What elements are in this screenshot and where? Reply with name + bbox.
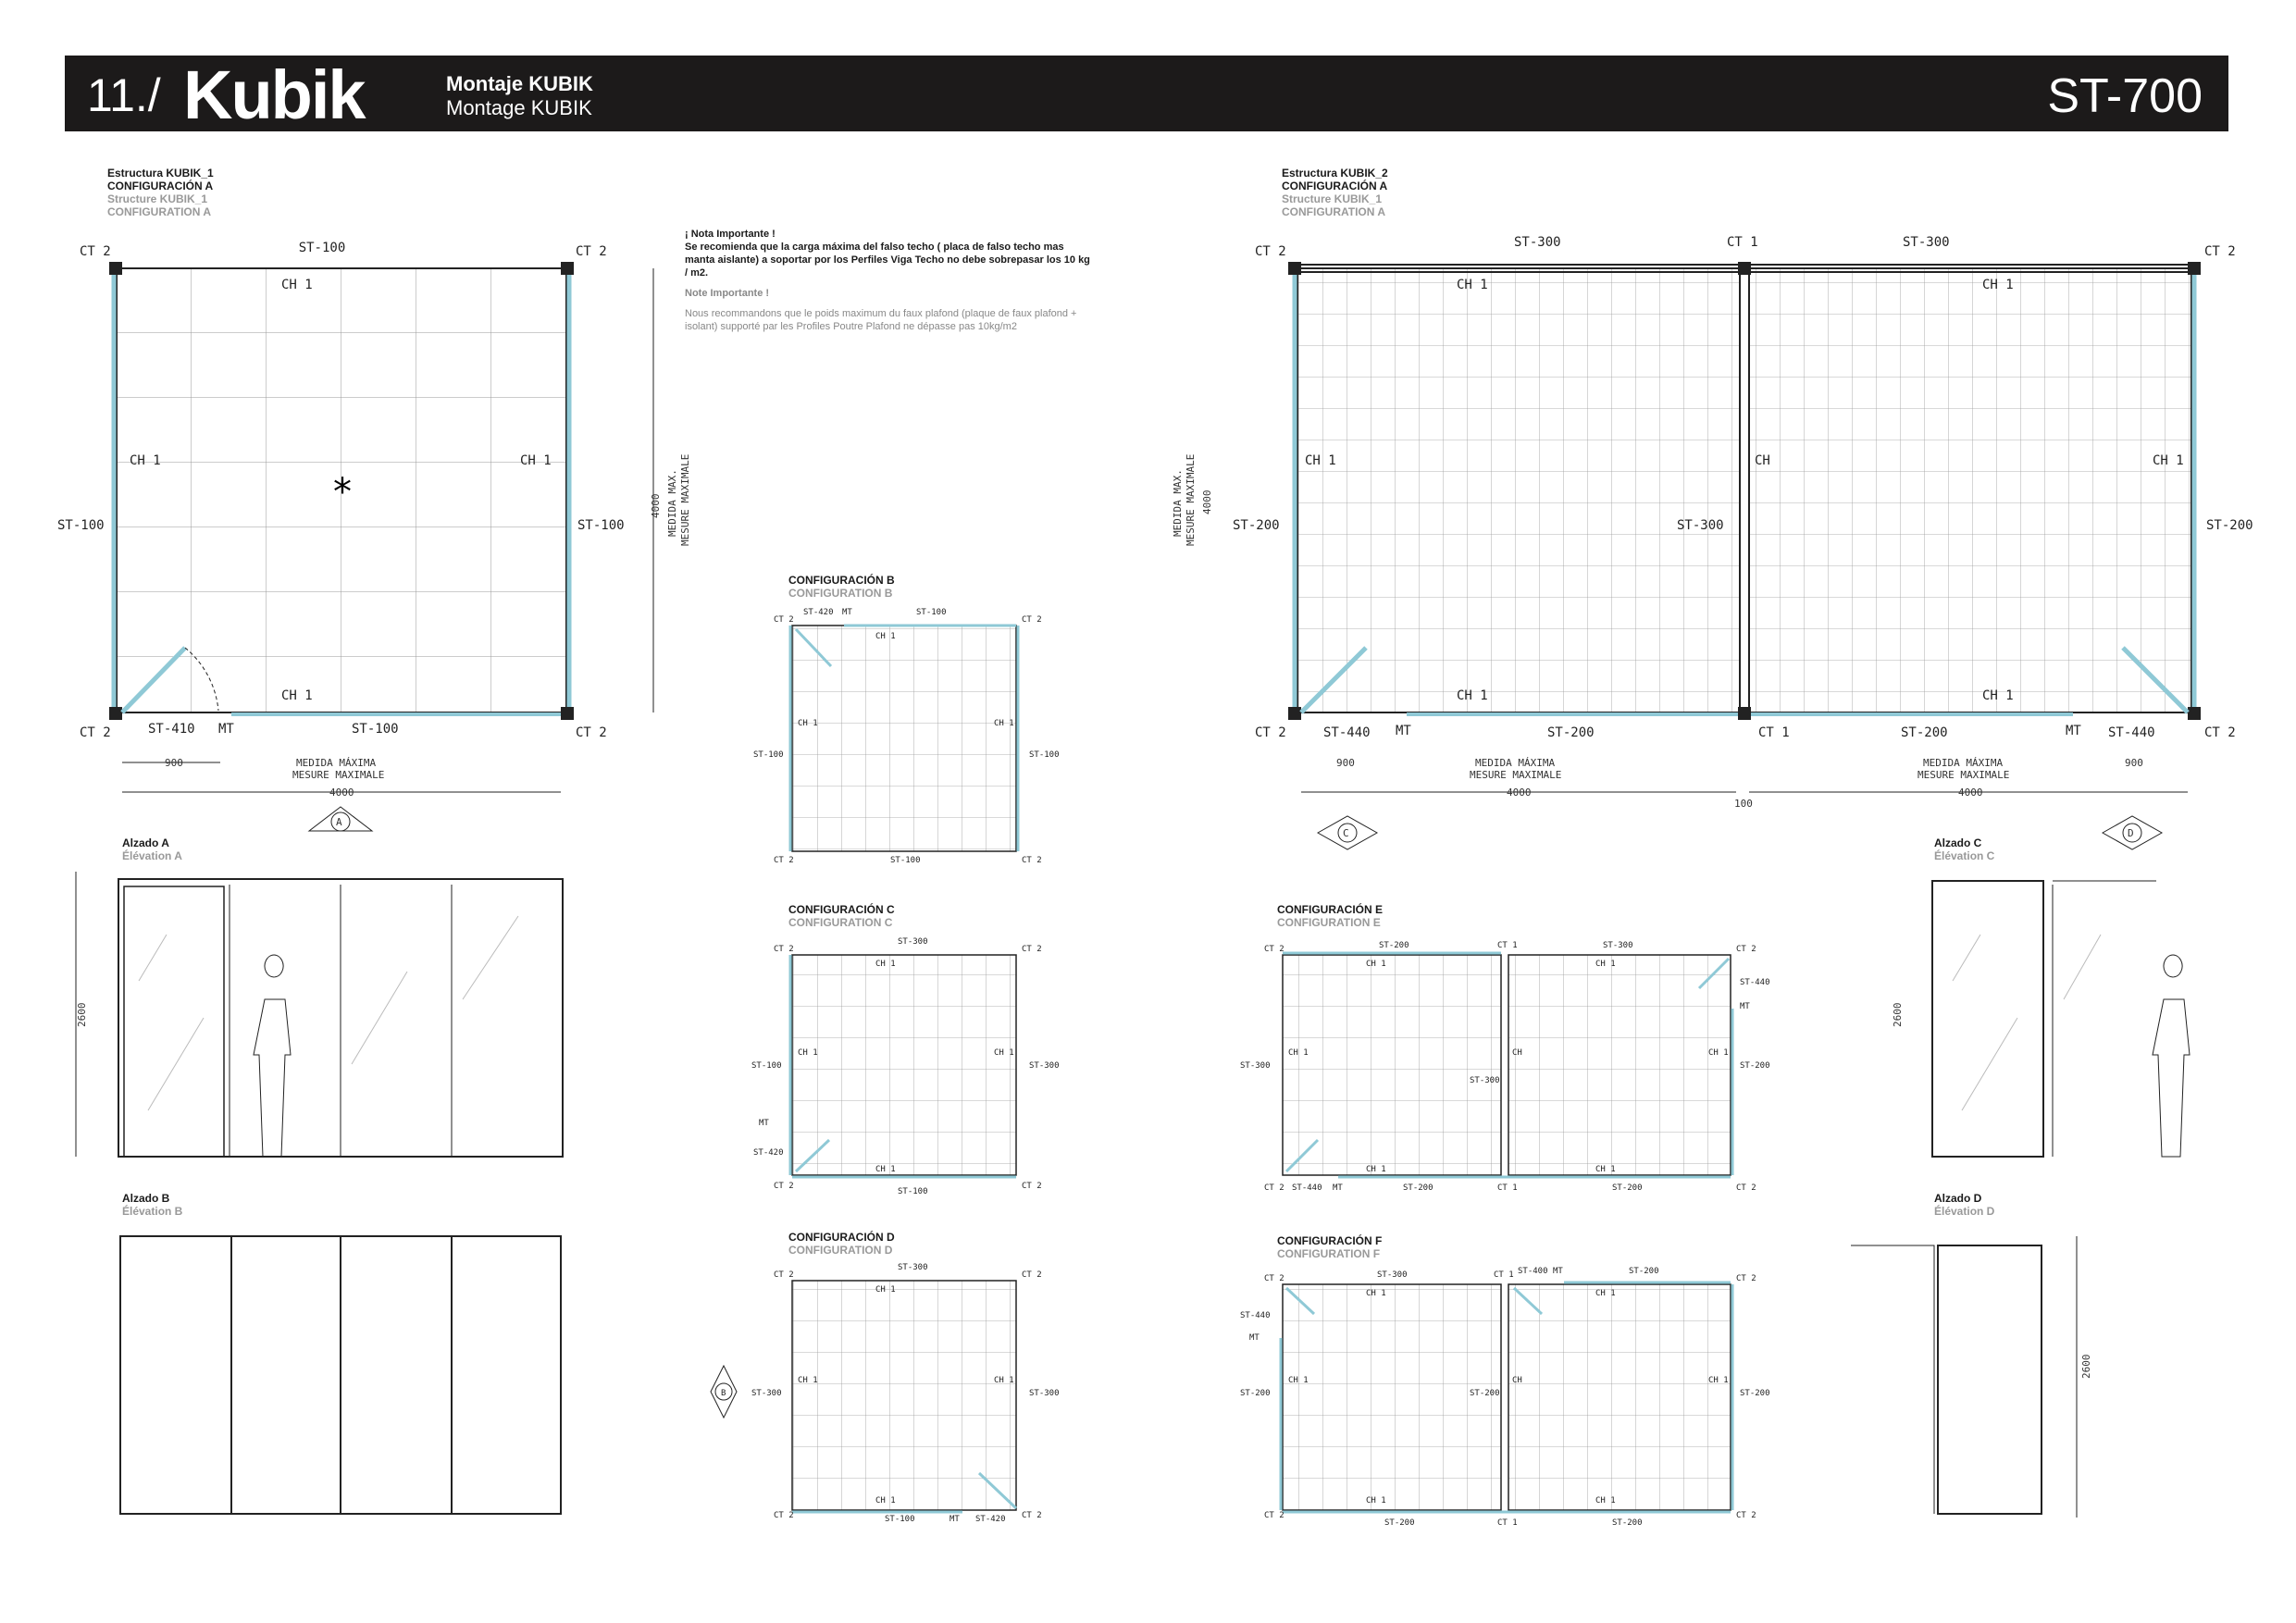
- dim-v-medida: MEDIDA MAX.: [666, 469, 678, 537]
- svg-text:4000: 4000: [1507, 787, 1532, 799]
- svg-text:CH 1: CH 1: [1982, 278, 2014, 292]
- svg-text:ST-300: ST-300: [1470, 1076, 1500, 1085]
- svg-text:CT 2: CT 2: [1022, 615, 1042, 625]
- svg-text:ST-200: ST-200: [1403, 1183, 1433, 1193]
- lbl-ch1-left: CH 1: [130, 453, 161, 468]
- svg-text:CH 1: CH 1: [2153, 453, 2184, 468]
- svg-text:CT 2: CT 2: [1022, 1182, 1042, 1191]
- elevation-c: [1892, 881, 2190, 1157]
- lbl-ch1-bot: CH 1: [281, 688, 313, 703]
- label-kubik1: Estructura KUBIK_1 CONFIGURACIÓN A Structure KUBIK_1 CONFIGURATION A: [107, 167, 214, 218]
- svg-text:CH 1: CH 1: [875, 1285, 896, 1295]
- svg-text:ST-300: ST-300: [1903, 235, 1950, 250]
- svg-text:CT 2: CT 2: [774, 1511, 794, 1520]
- svg-text:CT 2: CT 2: [1736, 1183, 1756, 1193]
- svg-text:MT: MT: [1553, 1267, 1563, 1276]
- svg-text:4000: 4000: [1201, 489, 1213, 514]
- lbl-right: ST-100: [577, 518, 625, 533]
- ct2-br: [561, 707, 574, 720]
- svg-text:MEDIDA MAX.: MEDIDA MAX.: [1172, 469, 1184, 537]
- svg-text:ST-420: ST-420: [975, 1515, 1006, 1524]
- svg-text:CT 2: CT 2: [774, 1182, 794, 1191]
- label-conf-c: CONFIGURACIÓN C CONFIGURATION C: [788, 903, 895, 929]
- product-code: ST-700: [2047, 69, 2203, 123]
- svg-text:ST-100: ST-100: [885, 1515, 915, 1524]
- center-mark: *: [333, 471, 352, 514]
- svg-text:MT: MT: [1333, 1183, 1343, 1193]
- label-conf-f: CONFIGURACIÓN F CONFIGURATION F: [1277, 1234, 1383, 1260]
- svg-text:CH 1: CH 1: [1595, 960, 1616, 969]
- svg-text:ST-200: ST-200: [1547, 725, 1595, 740]
- plan-conf-f: [1240, 1267, 1770, 1528]
- svg-text:CT 2: CT 2: [1022, 1270, 1042, 1280]
- svg-text:ST-300: ST-300: [1677, 518, 1724, 533]
- svg-text:ST-300: ST-300: [1514, 235, 1561, 250]
- svg-text:2600: 2600: [2080, 1354, 2092, 1379]
- svg-text:ST-420: ST-420: [753, 1148, 784, 1158]
- dim-medida: MEDIDA MÁXIMA: [296, 757, 377, 769]
- dim-900: 900: [165, 757, 183, 769]
- svg-text:2600: 2600: [1892, 1002, 1904, 1027]
- plan-k2-right: [1749, 268, 2191, 712]
- label-conf-b: CONFIGURACIÓN B CONFIGURATION B: [788, 574, 895, 600]
- svg-text:CT 2: CT 2: [1264, 1511, 1285, 1520]
- elevation-d: [1851, 1236, 2092, 1518]
- svg-text:CT 2: CT 2: [1736, 945, 1756, 954]
- svg-text:CT 2: CT 2: [1022, 856, 1042, 865]
- svg-text:CT 2: CT 2: [774, 1270, 794, 1280]
- dim-v-mesure: MESURE MAXIMALE: [679, 453, 691, 546]
- svg-text:ST-200: ST-200: [1629, 1267, 1659, 1276]
- svg-text:ST-300: ST-300: [751, 1389, 782, 1398]
- title-es: Montaje KUBIK: [446, 72, 593, 95]
- svg-text:CH 1: CH 1: [1288, 1048, 1309, 1058]
- plan-kubik1: [57, 241, 691, 831]
- important-note: ¡ Nota Importante ! Se recomienda que la carga máxima del falso techo ( placa de falso techo mas manta aislante) a soportar por los Perfiles Viga Techo no debe sobrepasar los 10 kg / m2. Note Importante ! Nous recommandons que le poids maximum du faux plafond (plaque de faux plafond + isolant) supporté par les Profiles Poutre Plafond ne dépasse pas 10kg/m2: [685, 229, 1090, 332]
- lbl-ct2-br: CT 2: [576, 725, 607, 740]
- svg-text:900: 900: [2125, 757, 2143, 769]
- svg-text:CH 1: CH 1: [1595, 1496, 1616, 1505]
- svg-text:ST-200: ST-200: [1740, 1389, 1770, 1398]
- ct2-tr: [561, 262, 574, 275]
- svg-text:100: 100: [1734, 798, 1753, 810]
- label-conf-e: CONFIGURACIÓN E CONFIGURATION E: [1277, 903, 1383, 929]
- svg-text:CT 1: CT 1: [1494, 1270, 1514, 1280]
- svg-text:ST-300: ST-300: [1029, 1389, 1060, 1398]
- svg-text:ST-440: ST-440: [1240, 1311, 1271, 1320]
- svg-text:CH: CH: [1512, 1048, 1522, 1058]
- svg-text:ST-200: ST-200: [2206, 518, 2253, 533]
- dim-v-4000: 4000: [650, 493, 662, 518]
- svg-text:CH: CH: [1512, 1376, 1522, 1385]
- svg-text:CH 1: CH 1: [1708, 1376, 1729, 1385]
- svg-text:ST-200: ST-200: [1901, 725, 1948, 740]
- svg-text:MT: MT: [1396, 724, 1411, 738]
- plan-k2-left: [1297, 268, 1740, 712]
- svg-text:ST-420: ST-420: [803, 608, 834, 617]
- svg-text:CH 1: CH 1: [1982, 688, 2014, 703]
- svg-text:ST-440: ST-440: [1323, 725, 1371, 740]
- svg-text:CH 1: CH 1: [1457, 278, 1488, 292]
- lbl-ch1-top: CH 1: [281, 278, 313, 292]
- svg-text:C: C: [1343, 827, 1349, 839]
- svg-text:ST-400: ST-400: [1518, 1267, 1548, 1276]
- svg-text:CT 1: CT 1: [1497, 1183, 1518, 1193]
- svg-text:ST-300: ST-300: [1029, 1061, 1060, 1071]
- label-kubik2: Estructura KUBIK_2 CONFIGURACIÓN A Structure KUBIK_1 CONFIGURATION A: [1282, 167, 1388, 218]
- svg-text:ST-200: ST-200: [1233, 518, 1280, 533]
- svg-text:CH 1: CH 1: [1288, 1376, 1309, 1385]
- svg-text:CH 1: CH 1: [1366, 1165, 1386, 1174]
- lbl-left: ST-100: [57, 518, 105, 533]
- label-conf-d: CONFIGURACIÓN D CONFIGURATION D: [788, 1231, 895, 1257]
- svg-text:CH 1: CH 1: [875, 632, 896, 641]
- lbl-ct2-tl: CT 2: [80, 244, 111, 259]
- svg-text:CH 1: CH 1: [1366, 960, 1386, 969]
- svg-text:CT 2: CT 2: [774, 856, 794, 865]
- svg-text:CH 1: CH 1: [1457, 688, 1488, 703]
- svg-text:CT 2: CT 2: [774, 615, 794, 625]
- svg-text:MT: MT: [842, 608, 852, 617]
- svg-text:CH 1: CH 1: [1366, 1289, 1386, 1298]
- svg-text:CT 1: CT 1: [1758, 725, 1790, 740]
- brand-logo: Kubik: [183, 56, 365, 133]
- svg-text:ST-300: ST-300: [1240, 1061, 1271, 1071]
- dim-4000: 4000: [329, 787, 354, 799]
- ct2-tl: [109, 262, 122, 275]
- svg-text:CT 2: CT 2: [1736, 1274, 1756, 1283]
- svg-text:CT 2: CT 2: [1736, 1511, 1756, 1520]
- plan-conf-c: [751, 937, 1060, 1196]
- svg-text:CH 1: CH 1: [1708, 1048, 1729, 1058]
- elevation-a: [76, 872, 563, 1157]
- lbl-ct2-tr: CT 2: [576, 244, 607, 259]
- elevation-b: [120, 1236, 561, 1514]
- svg-text:CT 2: CT 2: [774, 945, 794, 954]
- svg-text:ST-100: ST-100: [916, 608, 947, 617]
- lbl-ch1-right: CH 1: [520, 453, 552, 468]
- label-alzado-a: Alzado A Élévation A: [122, 836, 182, 862]
- svg-text:ST-200: ST-200: [1612, 1183, 1643, 1193]
- svg-text:ST-440: ST-440: [1740, 978, 1770, 987]
- svg-text:ST-300: ST-300: [1377, 1270, 1408, 1280]
- svg-text:ST-200: ST-200: [1384, 1518, 1415, 1528]
- svg-text:CH: CH: [1755, 453, 1770, 468]
- svg-text:ST-200: ST-200: [1470, 1389, 1500, 1398]
- svg-text:CH 1: CH 1: [1366, 1496, 1386, 1505]
- svg-text:CT 1: CT 1: [1497, 1518, 1518, 1528]
- svg-text:ST-200: ST-200: [1612, 1518, 1643, 1528]
- svg-text:CH 1: CH 1: [1595, 1289, 1616, 1298]
- svg-text:ST-100: ST-100: [753, 750, 784, 760]
- lbl-ct2-bl: CT 2: [80, 725, 111, 740]
- plan-conf-b: [753, 608, 1060, 865]
- lbl-bottom: ST-100: [352, 722, 399, 737]
- svg-text:MEDIDA MÁXIMA: MEDIDA MÁXIMA: [1923, 757, 2004, 769]
- svg-text:CH 1: CH 1: [994, 1376, 1014, 1385]
- svg-text:ST-300: ST-300: [1603, 941, 1633, 950]
- svg-text:ST-100: ST-100: [1029, 750, 1060, 760]
- svg-text:900: 900: [1336, 757, 1355, 769]
- svg-text:MESURE MAXIMALE: MESURE MAXIMALE: [1917, 769, 2010, 781]
- svg-text:CT 2: CT 2: [1255, 725, 1286, 740]
- plan-conf-e: [1240, 941, 1770, 1193]
- svg-text:MT: MT: [1740, 1002, 1750, 1011]
- svg-text:CH 1: CH 1: [798, 1048, 818, 1058]
- lbl-top: ST-100: [298, 241, 346, 255]
- svg-text:ST-200: ST-200: [1379, 941, 1409, 950]
- sheet-number: 11./: [87, 69, 161, 121]
- svg-text:CT 1: CT 1: [1727, 235, 1758, 250]
- tag-a: A: [336, 816, 342, 828]
- svg-text:MT: MT: [949, 1515, 960, 1524]
- svg-text:ST-440: ST-440: [2108, 725, 2155, 740]
- svg-text:CH 1: CH 1: [798, 719, 818, 728]
- svg-text:CT 2: CT 2: [1264, 945, 1285, 954]
- title-fr: Montage KUBIK: [446, 96, 592, 119]
- svg-text:CT 2: CT 2: [1255, 244, 1286, 259]
- svg-text:ST-100: ST-100: [890, 856, 921, 865]
- svg-text:B: B: [721, 1389, 726, 1398]
- lbl-mt: MT: [218, 722, 234, 737]
- lbl-st410: ST-410: [148, 722, 195, 737]
- svg-text:D: D: [2128, 827, 2134, 839]
- svg-text:ST-100: ST-100: [751, 1061, 782, 1071]
- svg-text:CH 1: CH 1: [875, 1496, 896, 1505]
- label-alzado-d: Alzado D Élévation D: [1934, 1192, 1995, 1218]
- svg-text:CH 1: CH 1: [994, 1048, 1014, 1058]
- svg-text:MT: MT: [759, 1119, 769, 1128]
- dim-mesure: MESURE MAXIMALE: [292, 769, 385, 781]
- svg-text:CT 2: CT 2: [1264, 1274, 1285, 1283]
- plan-kubik2: [1172, 235, 2253, 849]
- svg-text:CH 1: CH 1: [875, 1165, 896, 1174]
- svg-text:4000: 4000: [1958, 787, 1983, 799]
- svg-text:ST-300: ST-300: [898, 1263, 928, 1272]
- svg-text:CH 1: CH 1: [798, 1376, 818, 1385]
- svg-text:CT 2: CT 2: [1022, 945, 1042, 954]
- svg-text:CT 2: CT 2: [2204, 244, 2236, 259]
- svg-text:MESURE MAXIMALE: MESURE MAXIMALE: [1470, 769, 1562, 781]
- svg-text:ST-100: ST-100: [898, 1187, 928, 1196]
- svg-text:CT 2: CT 2: [2204, 725, 2236, 740]
- svg-text:CT 2: CT 2: [1022, 1511, 1042, 1520]
- svg-text:MT: MT: [1249, 1333, 1260, 1343]
- svg-text:CT 1: CT 1: [1497, 941, 1518, 950]
- svg-text:ST-300: ST-300: [898, 937, 928, 947]
- svg-text:ST-440: ST-440: [1292, 1183, 1322, 1193]
- label-alzado-b: Alzado B Élévation B: [122, 1192, 183, 1218]
- svg-text:CH 1: CH 1: [875, 960, 896, 969]
- svg-text:CT 2: CT 2: [1264, 1183, 1285, 1193]
- svg-text:CH 1: CH 1: [1595, 1165, 1616, 1174]
- svg-text:ST-200: ST-200: [1740, 1061, 1770, 1071]
- svg-text:2600: 2600: [76, 1002, 88, 1027]
- label-alzado-c: Alzado C Élévation C: [1934, 836, 1995, 862]
- ct2-bl: [109, 707, 122, 720]
- svg-text:MEDIDA MÁXIMA: MEDIDA MÁXIMA: [1475, 757, 1556, 769]
- plan-conf-d: [711, 1263, 1060, 1524]
- svg-text:MESURE MAXIMALE: MESURE MAXIMALE: [1185, 453, 1197, 546]
- svg-text:ST-200: ST-200: [1240, 1389, 1271, 1398]
- svg-text:MT: MT: [2066, 724, 2081, 738]
- svg-text:CH 1: CH 1: [994, 719, 1014, 728]
- svg-text:CH 1: CH 1: [1305, 453, 1336, 468]
